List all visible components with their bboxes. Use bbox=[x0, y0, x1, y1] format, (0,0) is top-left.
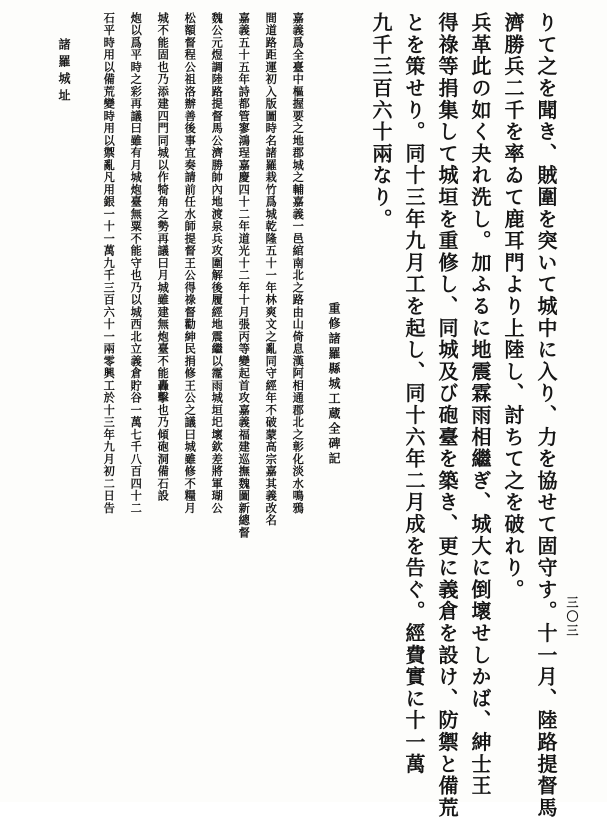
inscription-line-7: 炮以爲平時之彩再議曰雖有月城炮臺無粟不能守也乃以城西北立義倉貯谷一萬七千八百四十二 bbox=[129, 12, 144, 515]
main-text-line-1: りて之を聞き、賊圍を突いて城中に入り、力を協せて固守す。十一月、陸路提督馬 bbox=[534, 12, 558, 819]
running-head: 諸羅城址 bbox=[57, 38, 71, 106]
page-number: 三〇三 bbox=[565, 596, 579, 638]
inscription-line-8: 石平時用以備荒變時用以禦亂凡用銀一十一萬九千三百六十一兩零興工於十三年九月初二日告 bbox=[102, 12, 117, 515]
inscription-line-2: 間道路距運初入版圖時名諸羅栽竹爲城乾隆五十一年林爽文之亂同守經年不破蒙高宗嘉其義改名 bbox=[264, 12, 279, 527]
inscription-line-4: 魏公元煜調陸路提督馬公濟勝帥內地渡泉兵攻圍解後履經地震繼以霪雨城垣圯壞欽差將軍瑚公 bbox=[210, 12, 225, 515]
inscription-line-1: 嘉義爲全臺中樞握要之地郡城之輔嘉義一邑綰南北之路由山倚息漢阿相通郡北之彰化淡水鳴鴉 bbox=[291, 12, 306, 515]
inscription-line-3: 嘉義五十五年詩都管寥鴻珵嘉慶四十二年道光十二年十月張丙等變起首攻嘉義福建巡撫魏圖新總督 bbox=[237, 12, 252, 539]
main-text-line-4: 得祿等捐集して城垣を重修し、同城及び砲臺を築き、更に義倉を設け、防禦と備荒 bbox=[435, 12, 459, 819]
inscription-line-6: 城不能固也乃添建四門同城以作犄角之勢再議曰月城雖建無炮臺不能轟擊也乃傾砲洞備石設 bbox=[156, 12, 171, 502]
main-text-line-5: とを策せり。同十三年九月工を起し、同十六年二月成を告ぐ。經費實に十一萬 bbox=[402, 12, 426, 775]
inscription-title: 重修諸羅縣城工蔵全碑記 bbox=[327, 302, 341, 467]
inscription-line-5: 松額督程公祖洛辦善後事宜奏請前任水師提督王公得祿督勸紳民捐修王公之議曰城雖修不糧月 bbox=[183, 12, 198, 515]
main-text-line-2: 濟勝兵二千を率ゐて鹿耳門より上陸し、討ちて之を破れり。 bbox=[501, 12, 525, 601]
main-text-line-6: 九千三百六十兩なり。 bbox=[369, 12, 393, 230]
main-text-line-3: 兵革此の如く夬れ洗し。加ふるに地震霖雨相繼ぎ、城大に倒壞せしかば、紳士王 bbox=[468, 12, 492, 797]
